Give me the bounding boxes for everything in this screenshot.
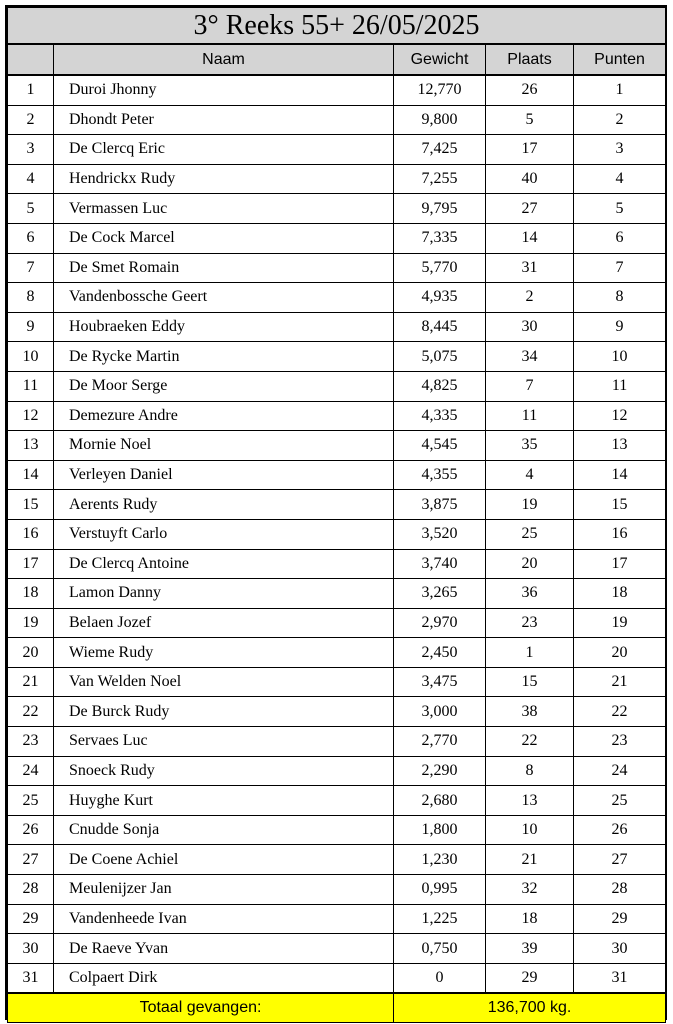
row-punten: 31 — [574, 963, 666, 993]
total-value: 136,700 kg. — [394, 993, 666, 1023]
row-number: 29 — [8, 904, 54, 934]
table-row — [8, 963, 666, 993]
row-gewicht: 0 — [394, 963, 486, 993]
row-number: 12 — [8, 401, 54, 431]
row-number: 24 — [8, 756, 54, 786]
row-number: 31 — [8, 963, 54, 993]
header-plaats: Plaats — [486, 44, 574, 75]
row-plaats: 13 — [486, 786, 574, 816]
row-number: 22 — [8, 697, 54, 727]
row-plaats: 20 — [486, 549, 574, 579]
row-gewicht: 5,075 — [394, 342, 486, 372]
row-name: De Burck Rudy — [54, 697, 394, 727]
row-number: 5 — [8, 194, 54, 224]
row-punten: 1 — [574, 75, 666, 105]
row-number: 13 — [8, 431, 54, 461]
row-name: De Rycke Martin — [54, 342, 394, 372]
row-name: Meulenijzer Jan — [54, 875, 394, 905]
row-name: Demezure Andre — [54, 401, 394, 431]
row-number: 2 — [8, 105, 54, 135]
row-name: Hendrickx Rudy — [54, 164, 394, 194]
table-row — [8, 105, 666, 135]
row-punten: 28 — [574, 875, 666, 905]
row-name: Mornie Noel — [54, 431, 394, 461]
row-name: Colpaert Dirk — [54, 963, 394, 993]
row-name: Aerents Rudy — [54, 490, 394, 520]
row-plaats: 31 — [486, 253, 574, 283]
row-gewicht: 2,970 — [394, 608, 486, 638]
table-row — [8, 164, 666, 194]
row-punten: 26 — [574, 815, 666, 845]
row-name: Cnudde Sonja — [54, 815, 394, 845]
row-plaats: 26 — [486, 75, 574, 105]
table-row — [8, 934, 666, 964]
table-row — [8, 815, 666, 845]
row-punten: 27 — [574, 845, 666, 875]
row-number: 9 — [8, 312, 54, 342]
row-gewicht: 3,265 — [394, 579, 486, 609]
table-body — [8, 75, 666, 993]
table-row — [8, 371, 666, 401]
row-punten: 9 — [574, 312, 666, 342]
row-plaats: 15 — [486, 667, 574, 697]
row-gewicht: 9,795 — [394, 194, 486, 224]
table-row — [8, 490, 666, 520]
row-plaats: 19 — [486, 490, 574, 520]
row-number: 17 — [8, 549, 54, 579]
table-row — [8, 223, 666, 253]
row-punten: 21 — [574, 667, 666, 697]
table-row — [8, 253, 666, 283]
row-plaats: 39 — [486, 934, 574, 964]
row-punten: 16 — [574, 519, 666, 549]
row-number: 27 — [8, 845, 54, 875]
table-row — [8, 667, 666, 697]
row-gewicht: 5,770 — [394, 253, 486, 283]
row-punten: 24 — [574, 756, 666, 786]
row-number: 16 — [8, 519, 54, 549]
row-name: Servaes Luc — [54, 727, 394, 757]
row-number: 8 — [8, 283, 54, 313]
row-name: Dhondt Peter — [54, 105, 394, 135]
table-row — [8, 135, 666, 165]
row-number: 18 — [8, 579, 54, 609]
row-gewicht: 2,680 — [394, 786, 486, 816]
row-name: Lamon Danny — [54, 579, 394, 609]
row-name: Duroi Jhonny — [54, 75, 394, 105]
row-gewicht: 4,935 — [394, 283, 486, 313]
table-row — [8, 401, 666, 431]
table-row — [8, 786, 666, 816]
row-plaats: 18 — [486, 904, 574, 934]
row-plaats: 34 — [486, 342, 574, 372]
results-table — [7, 7, 666, 1023]
row-plaats: 29 — [486, 963, 574, 993]
row-name: De Clercq Antoine — [54, 549, 394, 579]
row-punten: 14 — [574, 460, 666, 490]
header-row — [8, 44, 666, 75]
table-row — [8, 342, 666, 372]
table-row — [8, 194, 666, 224]
row-punten: 29 — [574, 904, 666, 934]
table-row — [8, 283, 666, 313]
row-name: De Smet Romain — [54, 253, 394, 283]
row-plaats: 25 — [486, 519, 574, 549]
row-gewicht: 1,800 — [394, 815, 486, 845]
row-gewicht: 4,335 — [394, 401, 486, 431]
table-row — [8, 549, 666, 579]
row-punten: 23 — [574, 727, 666, 757]
header-naam: Naam — [54, 44, 394, 75]
row-punten: 7 — [574, 253, 666, 283]
row-gewicht: 2,450 — [394, 638, 486, 668]
row-gewicht: 7,425 — [394, 135, 486, 165]
row-plaats: 23 — [486, 608, 574, 638]
row-gewicht: 7,255 — [394, 164, 486, 194]
table-row — [8, 727, 666, 757]
row-gewicht: 9,800 — [394, 105, 486, 135]
row-plaats: 10 — [486, 815, 574, 845]
row-name: Snoeck Rudy — [54, 756, 394, 786]
row-punten: 19 — [574, 608, 666, 638]
row-gewicht: 4,545 — [394, 431, 486, 461]
row-gewicht: 3,875 — [394, 490, 486, 520]
table-row — [8, 875, 666, 905]
table-row — [8, 460, 666, 490]
table-row — [8, 312, 666, 342]
row-punten: 25 — [574, 786, 666, 816]
row-plaats: 17 — [486, 135, 574, 165]
row-gewicht: 2,290 — [394, 756, 486, 786]
row-gewicht: 3,000 — [394, 697, 486, 727]
table-row — [8, 579, 666, 609]
table-row — [8, 431, 666, 461]
row-plaats: 32 — [486, 875, 574, 905]
table-row — [8, 904, 666, 934]
row-name: De Coene Achiel — [54, 845, 394, 875]
row-punten: 3 — [574, 135, 666, 165]
row-gewicht: 7,335 — [394, 223, 486, 253]
row-gewicht: 4,825 — [394, 371, 486, 401]
row-gewicht: 0,995 — [394, 875, 486, 905]
table-row — [8, 519, 666, 549]
row-gewicht: 8,445 — [394, 312, 486, 342]
row-punten: 6 — [574, 223, 666, 253]
row-number: 10 — [8, 342, 54, 372]
table-row — [8, 608, 666, 638]
row-number: 28 — [8, 875, 54, 905]
table-row — [8, 845, 666, 875]
row-plaats: 14 — [486, 223, 574, 253]
row-punten: 8 — [574, 283, 666, 313]
row-plaats: 1 — [486, 638, 574, 668]
row-number: 14 — [8, 460, 54, 490]
row-number: 21 — [8, 667, 54, 697]
row-name: Vermassen Luc — [54, 194, 394, 224]
row-plaats: 11 — [486, 401, 574, 431]
row-number: 20 — [8, 638, 54, 668]
row-punten: 2 — [574, 105, 666, 135]
row-number: 19 — [8, 608, 54, 638]
row-name: Houbraeken Eddy — [54, 312, 394, 342]
row-number: 26 — [8, 815, 54, 845]
title-row — [8, 8, 666, 45]
row-number: 30 — [8, 934, 54, 964]
row-plaats: 30 — [486, 312, 574, 342]
row-name: Vandenheede Ivan — [54, 904, 394, 934]
row-gewicht: 3,475 — [394, 667, 486, 697]
table-row — [8, 638, 666, 668]
row-name: Wieme Rudy — [54, 638, 394, 668]
row-plaats: 38 — [486, 697, 574, 727]
table-row — [8, 75, 666, 105]
row-name: Vandenbossche Geert — [54, 283, 394, 313]
row-plaats: 5 — [486, 105, 574, 135]
row-punten: 13 — [574, 431, 666, 461]
results-sheet — [5, 5, 667, 1020]
row-gewicht: 12,770 — [394, 75, 486, 105]
row-name: Belaen Jozef — [54, 608, 394, 638]
row-punten: 20 — [574, 638, 666, 668]
row-punten: 15 — [574, 490, 666, 520]
row-number: 7 — [8, 253, 54, 283]
row-punten: 10 — [574, 342, 666, 372]
row-number: 3 — [8, 135, 54, 165]
row-gewicht: 3,520 — [394, 519, 486, 549]
row-plaats: 21 — [486, 845, 574, 875]
row-gewicht: 2,770 — [394, 727, 486, 757]
row-plaats: 4 — [486, 460, 574, 490]
row-punten: 5 — [574, 194, 666, 224]
row-plaats: 22 — [486, 727, 574, 757]
row-plaats: 36 — [486, 579, 574, 609]
table-row — [8, 697, 666, 727]
header-punten: Punten — [574, 44, 666, 75]
row-name: De Cock Marcel — [54, 223, 394, 253]
row-punten: 12 — [574, 401, 666, 431]
row-number: 15 — [8, 490, 54, 520]
total-label: Totaal gevangen: — [8, 993, 394, 1023]
row-gewicht: 1,230 — [394, 845, 486, 875]
row-name: De Moor Serge — [54, 371, 394, 401]
row-name: Verstuyft Carlo — [54, 519, 394, 549]
row-name: Van Welden Noel — [54, 667, 394, 697]
row-punten: 22 — [574, 697, 666, 727]
total-row — [8, 993, 666, 1023]
row-gewicht: 3,740 — [394, 549, 486, 579]
row-number: 23 — [8, 727, 54, 757]
row-plaats: 27 — [486, 194, 574, 224]
row-gewicht: 0,750 — [394, 934, 486, 964]
row-plaats: 7 — [486, 371, 574, 401]
table-row — [8, 756, 666, 786]
row-punten: 4 — [574, 164, 666, 194]
row-number: 11 — [8, 371, 54, 401]
page-title: 3° Reeks 55+ 26/05/2025 — [8, 8, 666, 45]
row-plaats: 35 — [486, 431, 574, 461]
header-gewicht: Gewicht — [394, 44, 486, 75]
row-gewicht: 4,355 — [394, 460, 486, 490]
row-name: Verleyen Daniel — [54, 460, 394, 490]
row-name: Huyghe Kurt — [54, 786, 394, 816]
header-nr — [8, 44, 54, 75]
row-punten: 30 — [574, 934, 666, 964]
row-plaats: 8 — [486, 756, 574, 786]
row-punten: 11 — [574, 371, 666, 401]
row-gewicht: 1,225 — [394, 904, 486, 934]
row-punten: 17 — [574, 549, 666, 579]
row-punten: 18 — [574, 579, 666, 609]
row-plaats: 40 — [486, 164, 574, 194]
row-number: 6 — [8, 223, 54, 253]
row-plaats: 2 — [486, 283, 574, 313]
row-name: De Raeve Yvan — [54, 934, 394, 964]
row-number: 1 — [8, 75, 54, 105]
row-number: 25 — [8, 786, 54, 816]
row-name: De Clercq Eric — [54, 135, 394, 165]
row-number: 4 — [8, 164, 54, 194]
